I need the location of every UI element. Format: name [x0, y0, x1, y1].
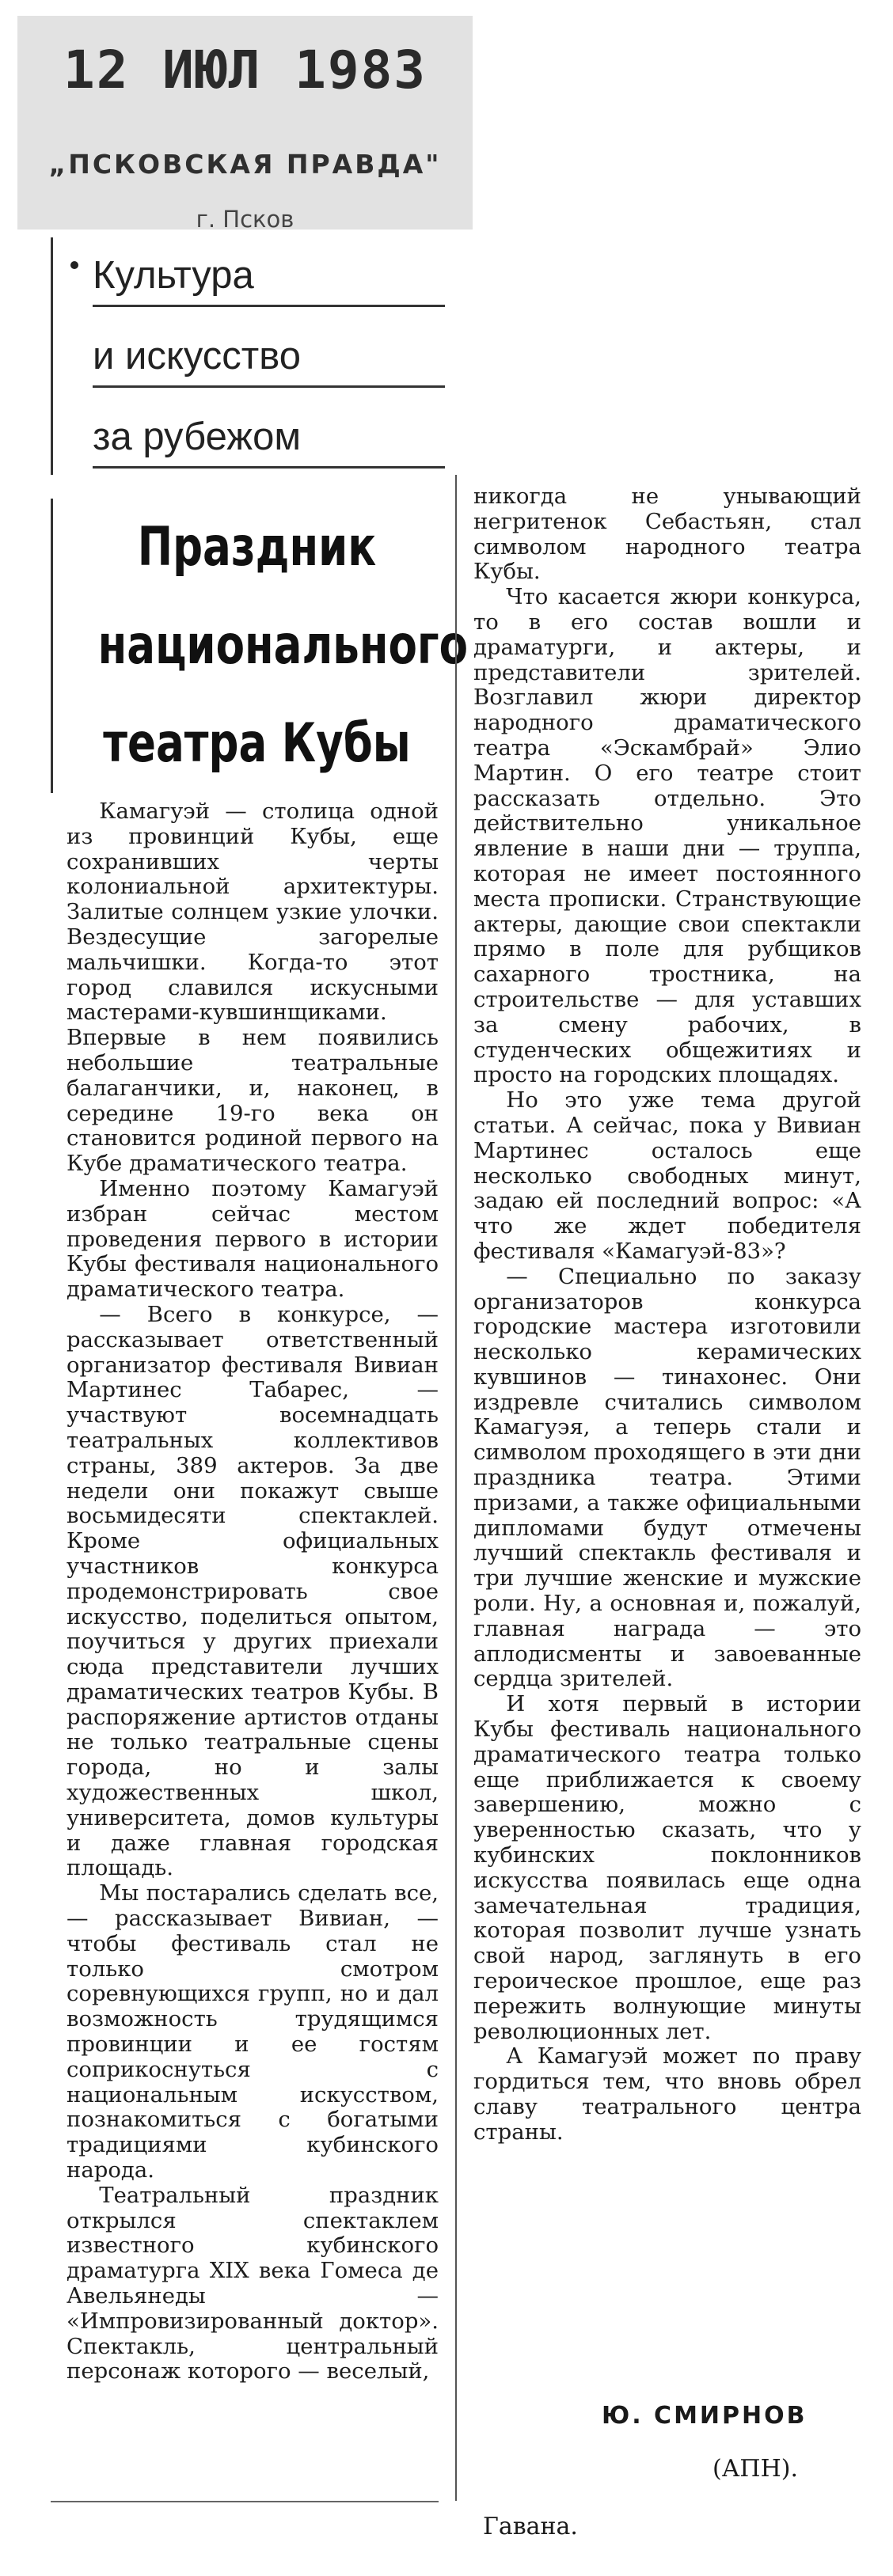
column-divider	[455, 475, 457, 2501]
stamp-newspaper-name: „ПСКОВСКАЯ ПРАВДА"	[48, 149, 442, 180]
stamp-city: г. Псков	[196, 206, 294, 233]
news-agency: (АПН).	[712, 2455, 798, 2483]
stamp-date: 12 ИЮЛ 1983	[63, 40, 428, 101]
date-stamp	[17, 16, 473, 233]
paragraph: Мы постарались сделать все, — рассказывает Вивиан, — чтобы фестиваль стал не только смотром соревнующихся групп, но и дал возможность трудящимся провинции и ее гостям соприкоснуться с национальным искусством, познакомиться с богатыми традициями кубинского народа.	[66, 1880, 439, 2183]
headline-line-2: национального	[97, 614, 469, 677]
paragraph: — Специально по заказу организаторов конкурса городские мастера изготовили несколько керамических кувшинов — тинахонес. Они издревле считались символом Камагуэя, а теперь стали и символом проходящего в эти дни праздника театра. Этими призами, а также официальными дипломами будут отмечены лучший спектакль фестиваля и три лучшие женские и мужские роли. Ну, а основная и, пожалуй, главная награда — это аплодисменты и завоеванные сердца зрителей.	[473, 1263, 861, 1692]
paragraph: И хотя первый в истории Кубы фестиваль национального драматического театра только еще приближается к своему завершению, можно с уверенностью сказать, что у кубинских поклонников искусства появилась еще одна замечательная традиция, которая позволит лучше узнать свой народ, заглянуть в его героическое прошлое, еще раз пережить волнующие минуты революционных лет.	[473, 1691, 861, 2044]
headline-line-3: театра Кубы	[103, 712, 411, 775]
article-column-2	[473, 484, 861, 2145]
headline-line-1: Праздник	[137, 516, 377, 579]
paragraph: Именно поэтому Камагуэй избран сейчас местом проведения первого в истории Кубы фестиваля национального драматического театра.	[66, 1175, 439, 1303]
rubric-line-2: и искусство	[93, 313, 461, 394]
paragraph: Но это уже тема другой статьи. А сейчас, пока у Вивиан Мартинес осталось еще несколько свободных минут, задаю ей последний вопрос: «А что же ждет победителя фестиваля «Камагуэй-83»?	[473, 1087, 861, 1264]
paragraph: — Всего в конкурсе, — рассказывает ответственный организатор фестиваля Вивиан Мартинес Табарес, — участвуют восемнадцать театральных коллективов страны, 389 актеров. За две недели они покажут свыше восьмидесяти спектаклей. Кроме официальных участников конкурса продемонстрировать свое искусство, поделиться опытом, поучиться у других приехали сюда представители лучших драматических театров Кубы. В распоряжение артистов отданы не только театральные сцены города, но и залы художественных школ, университета, домов культуры и даже главная городская площадь.	[66, 1301, 439, 1881]
author-signature: Ю. СМИРНОВ	[602, 2402, 808, 2430]
rubric-text-1: Культура	[93, 254, 254, 297]
rubric-header	[51, 237, 461, 475]
paragraph: Камагуэй — столица одной из провинций Кубы, еще сохранивших черты колониальной архитектуры. Залитые солнцем узкие улочки. Вездесущие загорелые мальчишки. Когда-то этот город славился искусными мастерами-кувшинщиками. Впервые в нем появились небольшие театральные балаганчики, и, наконец, в середине 19-го века он становится родиной первого на Кубе драматического театра.	[66, 799, 439, 1177]
bullet-dot-icon	[70, 261, 78, 269]
article-column-1	[66, 799, 439, 2384]
rubric-line-1	[93, 237, 461, 313]
paragraph: Что касается жюри конкурса, то в его состав вошли и драматурги, и актеры, и представители зрителей. Возглавил жюри директор народного драматического театра «Эскамбрай» Элио Мартин. О его театре стоит рассказать отдельно. Это действительно уникальное явление в наши дни — труппа, которая не имеет постоянного места прописки. Странствующие актеры, дающие свои спектакли прямо в поле для рубщиков сахарного тростника, на строительстве — для уставших за смену рабочих, в студенческих общежитиях и просто на городских площадях.	[473, 584, 861, 1088]
dateline-city: Гавана.	[483, 2513, 578, 2540]
rubric-line-3: за рубежом	[93, 394, 461, 475]
paragraph: А Камагуэй может по праву гордиться тем, что вновь обрел славу театрального центра страны.	[473, 2043, 861, 2145]
paragraph: Театральный праздник открылся спектаклем известного кубинского драматурга XIX века Гомеса де Авельянеды — «Импровизированный доктор». Спектакль, центральный персонаж которого — веселый,	[66, 2182, 439, 2384]
bottom-divider	[51, 2501, 439, 2502]
article-headline	[51, 499, 469, 793]
paragraph: никогда не унывающий негритенок Себастьян, стал символом народного театра Кубы.	[473, 484, 861, 585]
